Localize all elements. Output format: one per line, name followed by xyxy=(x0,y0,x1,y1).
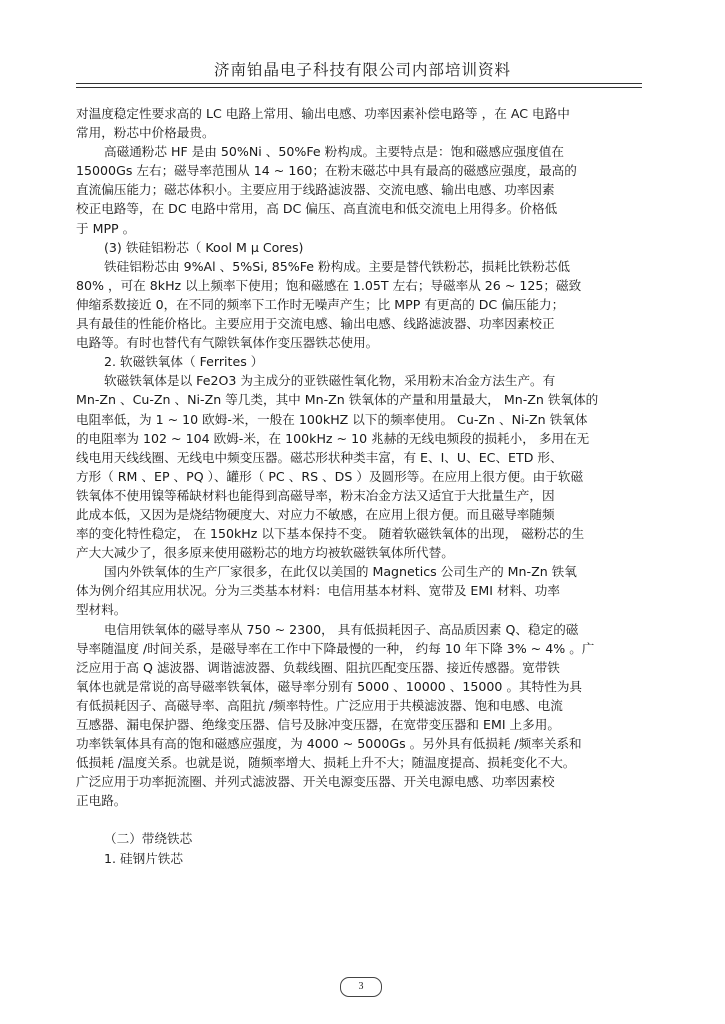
text-line: 导率随温度 /时间关系，是磁导率在工作中下降最慢的一种， 约每 10 年下降 3% ~ 4% 。广 xyxy=(76,640,595,656)
text-line: 伸缩系数接近 0，在不同的频率下工作时无噪声产生；比 MPP 有更高的 DC 偏压能力； xyxy=(76,296,565,312)
text-line: 有低损耗因子、高磁导率、高阻抗 /频率特性。广泛应用于共模滤波器、饱和电感、电流 xyxy=(76,697,563,713)
text-line: 15000Gs 左右；磁导率范围从 14 ~ 160；在粉末磁芯中具有最高的磁感应强度，最高的 xyxy=(76,163,577,179)
text-line: 广泛应用于功率扼流圈、并列式滤波器、开关电源变压器、开关电源电感、功率因素校 xyxy=(76,774,555,790)
text-line: 体为例介绍其应用状况。分为三类基本材料：电信用基本材料、宽带及 EMI 材料、功率 xyxy=(76,583,560,599)
section-heading: (3) 铁硅铝粉芯（ Kool M μ Cores) xyxy=(104,239,304,255)
header-rule-thick xyxy=(76,83,642,84)
text-line: 的电阻率为 102 ~ 104 欧姆-米，在 100kHz ~ 10 兆赫的无线电频段的损耗小， 多用在无 xyxy=(76,430,590,446)
section-heading: 1. 硅钢片铁芯 xyxy=(104,850,183,866)
text-line: 校正电路等，在 DC 电路中常用，高 DC 偏压、高直流电和低交流电上用得多。价格低 xyxy=(76,201,558,217)
text-line: 产大大减少了，很多原来使用磁粉芯的地方均被软磁铁氧体所代替。 xyxy=(76,545,454,561)
text-line: 对温度稳定性要求高的 LC 电路上常用、输出电感、功率因素补偿电路等 ，在 AC 电路中 xyxy=(76,106,570,121)
text-line: 低损耗 /温度关系。也就是说，随频率增大、损耗上升不大；随温度提高、损耗变化不大。 xyxy=(76,755,576,771)
header-rule-thin xyxy=(76,87,642,88)
section-heading: （二）带绕铁芯 xyxy=(104,831,193,847)
text-line: 功率铁氧体具有高的饱和磁感应强度，为 4000 ~ 5000Gs 。另外具有低损耗 /频率关系和 xyxy=(76,736,582,752)
text-line: 铁氧体不使用镍等稀缺材料也能得到高磁导率，粉末冶金方法又适宜于大批量生产，因 xyxy=(76,487,555,503)
text-line: 正电路。 xyxy=(76,793,127,809)
paragraph-spacer xyxy=(76,810,642,829)
text-line: 于 MPP 。 xyxy=(76,220,136,236)
text-line: 电信用铁氧体的磁导率从 750 ~ 2300， 具有低损耗因子、高品质因素 Q、稳定的磁 xyxy=(104,621,579,637)
text-line: 电阻率低，为 1 ~ 10 欧姆-米，一般在 100kHZ 以下的频率使用。 Cu-Zn 、Ni-Zn 铁氧体 xyxy=(76,411,588,427)
text-line: 常用，粉芯中价格最贵。 xyxy=(76,125,215,141)
text-line: Mn-Zn 、Cu-Zn 、Ni-Zn 等几类，其中 Mn-Zn 铁氧体的产量和用量最大， Mn-Zn 铁氧体的 xyxy=(76,392,599,408)
text-line: 方形（ RM 、EP 、PQ ）、罐形（ PC 、RS 、DS ）及圆形等。在应用上很方便。由于软磁 xyxy=(76,468,584,484)
text-line: 国内外铁氧体的生产厂家很多，在此仅以美国的 Magnetics 公司生产的 Mn-Zn 铁氧 xyxy=(104,564,577,580)
text-line: 线电用天线线圈、无线电中频变压器。磁芯形状种类丰富，有 E、I、U、EC、ETD 形、 xyxy=(76,449,563,465)
page-header-title: 济南铂晶电子科技有限公司内部培训资料 xyxy=(213,61,511,79)
text-line: 高磁通粉芯 HF 是由 50%Ni 、50%Fe 粉构成。主要特点是：饱和磁感应强度值在 xyxy=(104,144,564,160)
text-line: 铁硅铝粉芯由 9%Al 、5%Si, 85%Fe 粉构成。主要是替代铁粉芯，损耗比铁粉芯低 xyxy=(104,258,570,274)
text-line: 互感器、漏电保护器、绝缘变压器、信号及脉冲变压器，在宽带变压器和 EMI 上多用。 xyxy=(76,717,560,732)
text-line: 氧体也就是常说的高导磁率铁氧体，磁导率分别有 5000 、10000 、15000 。其特性为具 xyxy=(76,678,583,694)
document-body xyxy=(76,104,642,868)
text-line: 泛应用于高 Q 滤波器、调谐滤波器、负载线圈、阻抗匹配变压器、接近传感器。宽带铁 xyxy=(76,659,560,675)
text-line: 此成本低，又因为是烧结物硬度大、对应力不敏感，在应用上很方便。而且磁导率随频 xyxy=(76,506,555,522)
text-line: 率的变化特性稳定， 在 150kHz 以下基本保持不变。 随着软磁铁氧体的出现， 磁粉芯的生 xyxy=(76,526,585,542)
section-heading: 2. 软磁铁氧体（ Ferrites ） xyxy=(104,354,264,370)
text-line: 具有最佳的性能价格比。主要应用于交流电感、输出电感、线路滤波器、功率因素校正 xyxy=(76,316,555,332)
text-line: 80% ，可在 8kHz 以上频率下使用；饱和磁感在 1.05T 左右；导磁率从 26 ~ 125；磁致 xyxy=(76,277,582,293)
text-line: 型材料。 xyxy=(76,602,127,618)
page-number: 3 xyxy=(340,977,382,997)
text-line: 电路等。有时也替代有气隙铁氧体作变压器铁芯使用。 xyxy=(76,335,379,351)
text-line: 软磁铁氧体是以 Fe2O3 为主成分的亚铁磁性氧化物，采用粉末冶金方法生产。有 xyxy=(104,373,556,389)
text-line: 直流偏压能力；磁芯体积小。主要应用于线路滤波器、交流电感、输出电感、功率因素 xyxy=(76,182,555,198)
